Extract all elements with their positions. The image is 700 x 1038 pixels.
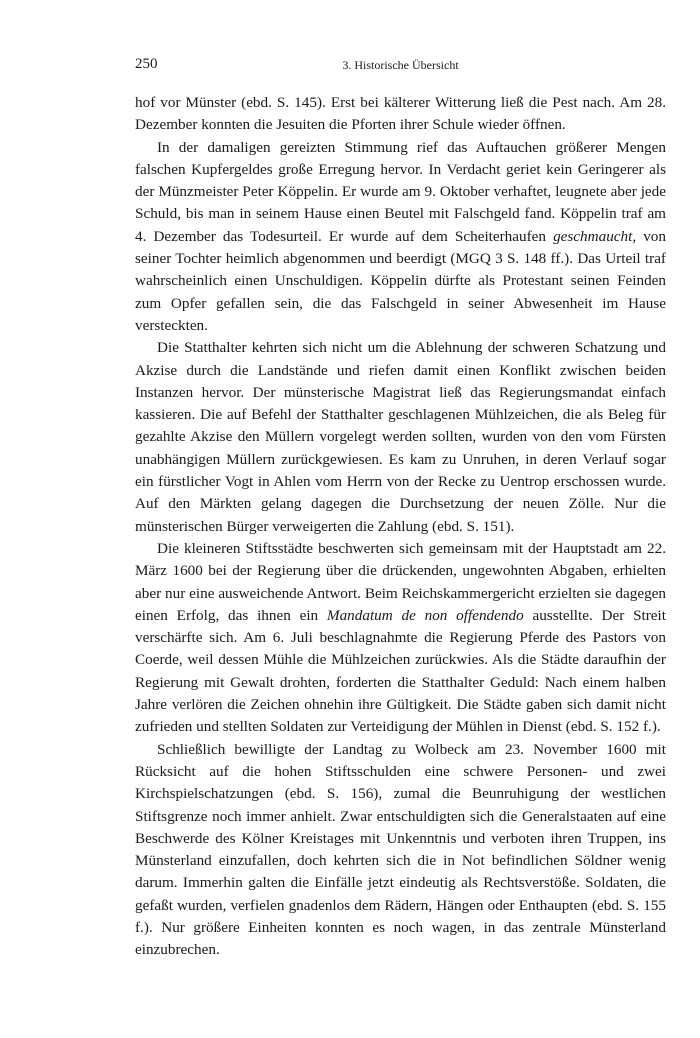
page-header [135, 56, 666, 80]
text-segment: In der damaligen gereizten Stimmung rief das Auftauchen größerer Mengen falschen Kupfergeldes große Erregung hervor. In Verdacht geriet kein Geringerer als der Münzmeister Peter Köppelin. Er wurde am 9. Oktober verhaftet, leugnete aber jede Schuld, bis man in seinem Hause einen Beutel mit Falschgeld fand. Köppelin traf am 4. Dezember das Todesurteil. Er wurde auf dem Scheiterhaufen [135, 138, 666, 245]
paragraph [135, 538, 666, 739]
book-page [135, 56, 666, 962]
italic-text: Mandatum de non offendendo [326, 606, 524, 624]
text-segment: , von seiner Tochter heimlich abgenommen und beerdigt (MGQ 3 S. 148 ff.). Das Urteil traf wahrscheinlich einen Unschuldigen. Köppelin dürfte als Protestant seinen Feinden zum Opfer gefallen sein, die das Falschgeld in seiner Abwesenheit im Hause versteckten. [135, 227, 666, 334]
body-text [135, 92, 666, 962]
text-segment: Die Statthalter kehrten sich nicht um die Ablehnung der schweren Schatzung und Akzise durch die Landstände und riefen damit einen Konflikt zwischen beiden Instanzen hervor. Der münsterische Magistrat ließ das Regierungsmandat einfach kassieren. Die auf Befehl der Statthalter geschlagenen Mühlzeichen, die als Beleg für gezahlte Akzise den Müllern vorgelegt werden sollten, wurden von den vom Fürsten unabhängigen Müllern zurückgewiesen. Es kam zu Unruhen, in deren Verlauf sogar ein fürstlicher Vogt in Ahlen vom Herrn von der Recke zu Uentrop erschossen wurde. Auf den Märkten gelang dagegen die Durchsetzung der neuen Zölle. Nur die münsterischen Bürger verweigerten die Zahlung (ebd. S. 151). [135, 339, 666, 535]
paragraph [135, 337, 666, 538]
text-segment: Die kleineren Stiftsstädte beschwerten sich gemeinsam mit der Hauptstadt am 22. März 1600 bei der Regierung über die drückenden, ungewohnten Abgaben, erhielten aber nur eine ausweichende Antwort. Beim Reichskammergericht erzielten sie dagegen einen Erfolg, das ihnen ein [135, 539, 666, 624]
page-number: 250 [135, 56, 158, 72]
italic-text: geschmaucht [553, 227, 633, 245]
paragraph [135, 137, 666, 338]
running-head: 3. Historische Übersicht [342, 58, 459, 72]
paragraph [135, 92, 666, 137]
paragraph [135, 739, 666, 962]
text-segment: ausstellte. Der Streit verschärfte sich. Am 6. Juli beschlagnahmte die Regierung Pferde des Pastors von Coerde, weil dessen Mühle die Mühlzeichen zurückwies. Als die Städte daraufhin der Regierung mit Gewalt drohten, forderten die Statthalter Geduld: Nach einem halben Jahre verlören die Zeichen ohnehin ihre Gültigkeit. Die Städte gaben sich damit nicht zufrieden und stellten Soldaten zur Verteidigung der Mühlen in Dienst (ebd. S. 152 f.). [135, 606, 666, 736]
text-segment: Schließlich bewilligte der Landtag zu Wolbeck am 23. November 1600 mit Rücksicht auf die hohen Stiftsschulden eine schwere Personen- und zwei Kirchspielschatzungen (ebd. S. 156), zumal die Beunruhigung der westlichen Stiftsgrenze noch immer anhielt. Zwar entschuldigten sich die Generalstaaten auf eine Beschwerde des Kölner Kreistages mit Unkenntnis und verboten ihren Truppen, ins Münsterland einzufallen, doch kehrten sich die in Not befindlichen Söldner wenig darum. Immerhin galten die Einfälle jetzt eindeutig als Rechtsverstöße. Soldaten, die gefaßt wurden, verfielen gnadenlos dem Rädern, Hängen oder Enthaupten (ebd. S. 155 f.). Nur größere Einheiten konnten es noch wagen, in das zentrale Münsterland einzubrechen. [135, 740, 666, 959]
text-segment: hof vor Münster (ebd. S. 145). Erst bei kälterer Witterung ließ die Pest nach. Am 28. Dezember konnten die Jesuiten die Pforten ihrer Schule wieder öffnen. [135, 94, 666, 134]
